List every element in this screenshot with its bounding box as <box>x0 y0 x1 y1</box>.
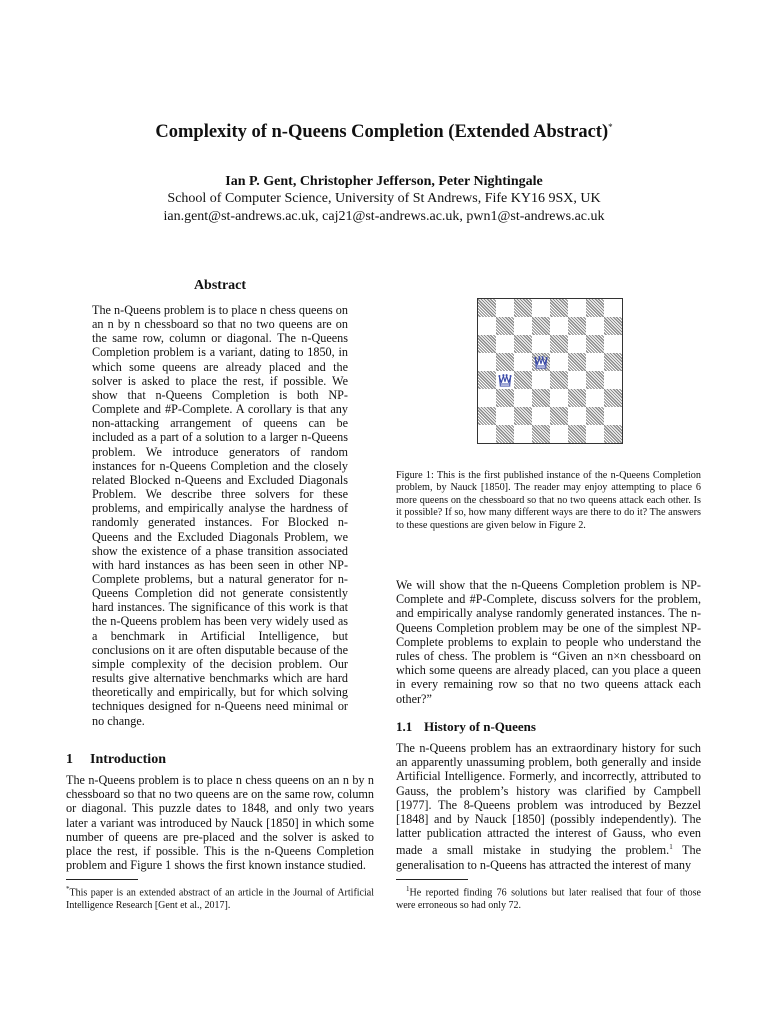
footnote-left-text: This paper is an extended abstract of an article in the Journal of Artificial Intelligence Research [Gent et al., 2017]. <box>66 887 374 911</box>
history-footnote-ref: 1 <box>669 843 673 852</box>
board-square <box>586 317 604 335</box>
board-square <box>514 389 532 407</box>
board-square <box>568 425 586 443</box>
board-square <box>586 371 604 389</box>
board-square <box>604 371 622 389</box>
board-square <box>496 353 514 371</box>
board-square <box>514 353 532 371</box>
board-square <box>496 317 514 335</box>
board-square <box>604 335 622 353</box>
subsection-title: History of n-Queens <box>424 719 536 734</box>
board-square <box>550 407 568 425</box>
paper-title <box>0 122 768 143</box>
board-square <box>496 335 514 353</box>
board-square <box>514 425 532 443</box>
board-square <box>550 353 568 371</box>
footnote-left <box>66 883 374 912</box>
board-square <box>496 425 514 443</box>
board-square <box>550 371 568 389</box>
board-square <box>478 425 496 443</box>
introduction-body: The n-Queens problem is to place n chess queens on an n by n chessboard so that no two queens are on the same row, column or diagonal. This puzzle dates to 1848, and only two years later a variant was introduced by Nauck [1850] in which some number of queens are pre-placed and the solver is asked to place the rest, if possible. This is the n-Queens Completion problem and Figure 1 shows the first known instance studied. <box>66 773 374 873</box>
board-square <box>478 389 496 407</box>
board-square <box>586 335 604 353</box>
right-intro-paragraph: We will show that the n-Queens Completion problem is NP-Complete and #P-Complete, discuss solvers for the problem, and empirically analyse randomly generated instances. The n-Queens Completion problem may be one of the simplest NP-Complete problems to explain to people who understand the rules of chess. The problem is “Given an n×n chessboard on which some queens are already placed, can you place a queen in every remaining row so that no two queens attack each other?” <box>396 578 701 706</box>
board-square <box>568 317 586 335</box>
history-body <box>396 741 701 872</box>
board-square <box>496 299 514 317</box>
board-square <box>586 425 604 443</box>
board-square <box>568 335 586 353</box>
introduction-heading <box>66 752 166 768</box>
history-heading <box>396 719 536 735</box>
board-square <box>550 299 568 317</box>
board-square <box>514 371 532 389</box>
board-square <box>586 407 604 425</box>
board-square <box>604 389 622 407</box>
board-square <box>604 407 622 425</box>
abstract-heading: Abstract <box>193 278 247 293</box>
footnote-left-mark: * <box>66 885 70 893</box>
board-square <box>478 317 496 335</box>
board-square <box>568 371 586 389</box>
board-square <box>478 299 496 317</box>
board-square <box>532 335 550 353</box>
board-square <box>604 317 622 335</box>
board-square <box>550 335 568 353</box>
section-number: 1 <box>66 752 73 767</box>
board-square <box>496 389 514 407</box>
board-square <box>604 299 622 317</box>
board-square <box>604 425 622 443</box>
history-text-after: The generalisation to n-Queens has attracted the interest of many <box>396 843 701 872</box>
queen-icon <box>496 371 514 389</box>
board-square <box>586 299 604 317</box>
footnote-right-text: He reported finding 76 solutions but later realised that four of those were erroneous so had only 72. <box>396 887 701 911</box>
queen-icon <box>532 353 550 371</box>
title-footnote-mark: * <box>608 122 613 132</box>
footnote-right-mark: 1 <box>406 885 410 893</box>
section-title: Introduction <box>90 752 166 767</box>
footnote-rule-right <box>396 879 468 880</box>
board-square <box>550 425 568 443</box>
board-square <box>478 371 496 389</box>
author-list: Ian P. Gent, Christopher Jefferson, Peter Nightingale <box>225 174 543 189</box>
chessboard-figure <box>477 298 623 444</box>
footnote-rule-left <box>66 879 138 880</box>
board-square <box>604 353 622 371</box>
footnote-right <box>396 883 701 912</box>
board-square <box>532 389 550 407</box>
paper-title-text: Complexity of n-Queens Completion (Extended Abstract) <box>155 122 609 143</box>
board-square <box>514 407 532 425</box>
board-square <box>478 335 496 353</box>
abstract-body: The n-Queens problem is to place n chess queens on an n by n chessboard so that no two queens are on the same row, column or diagonal. The n-Queens Completion problem is a variant, dating to 1850, in which some queens are already placed and the solver is asked to place the rest, if possible. We show that n-Queens Completion is both NP-Complete and #P-Complete. A corollary is that any non-attacking arrangement of queens can be included as a part of a solution to a larger n-Queens problem. We introduce generators of random instances for n-Queens Completion and the closely related Blocked n-Queens and Excluded Diagonals Problem. We describe three solvers for these problems, and empirically analyse the hardness of randomly generated instances. For Blocked n-Queens and the Excluded Diagonals Problem, we show the existence of a phase transition associated with hard instances as has been seen in other NP-Complete problems, but a natural generator for n-Queens Completion did not generate consistently hard instances. The significance of this work is that the n-Queens problem has been very widely used as a benchmark in Artificial Intelligence, but conclusions on it are often disputable because of the simple complexity of the decision problem. Our results give alternative benchmarks which are hard theoretically and empirically, but for which solving techniques designed for n-Queens need minimal or no change. <box>92 303 348 728</box>
board-square <box>550 389 568 407</box>
board-square <box>532 371 550 389</box>
board-square <box>532 317 550 335</box>
board-square <box>568 299 586 317</box>
board-square <box>478 353 496 371</box>
author-emails: ian.gent@st-andrews.ac.uk, caj21@st-andrews.ac.uk, pwn1@st-andrews.ac.uk <box>163 209 605 224</box>
board-square <box>532 299 550 317</box>
board-square <box>586 389 604 407</box>
figure-caption: Figure 1: This is the first published instance of the n-Queens Completion problem, by Nauck [1850]. The reader may enjoy attempting to place 6 more queens on the chessboard so that no two queens attack each other. Is it possible? If so, how many different ways are there to do it? The answers to these questions are given below in Figure 2. <box>396 470 701 531</box>
board-square <box>478 407 496 425</box>
subsection-number: 1.1 <box>396 719 413 734</box>
board-square <box>514 317 532 335</box>
board-square <box>532 425 550 443</box>
affiliation: School of Computer Science, University of St Andrews, Fife KY16 9SX, UK <box>167 191 601 206</box>
board-square <box>532 407 550 425</box>
board-square <box>550 317 568 335</box>
board-square <box>568 407 586 425</box>
board-square <box>514 299 532 317</box>
board-square <box>586 353 604 371</box>
board-square <box>568 389 586 407</box>
history-text: The n-Queens problem has an extraordinary history for such an apparently unassuming problem, both generally and inside Artificial Intelligence. Formerly, and incorrectly, attributed to Gauss, the problem’s history was clarified by Campbell [1977]. The 8-Queens problem was introduced by Bezzel [1848] and by Nauck [1850] (possibly independently). The latter publication attracted the interest of Gauss, who even made a small mistake in studying the problem. <box>396 741 701 858</box>
board-square <box>568 353 586 371</box>
board-square <box>514 335 532 353</box>
board-square <box>496 407 514 425</box>
